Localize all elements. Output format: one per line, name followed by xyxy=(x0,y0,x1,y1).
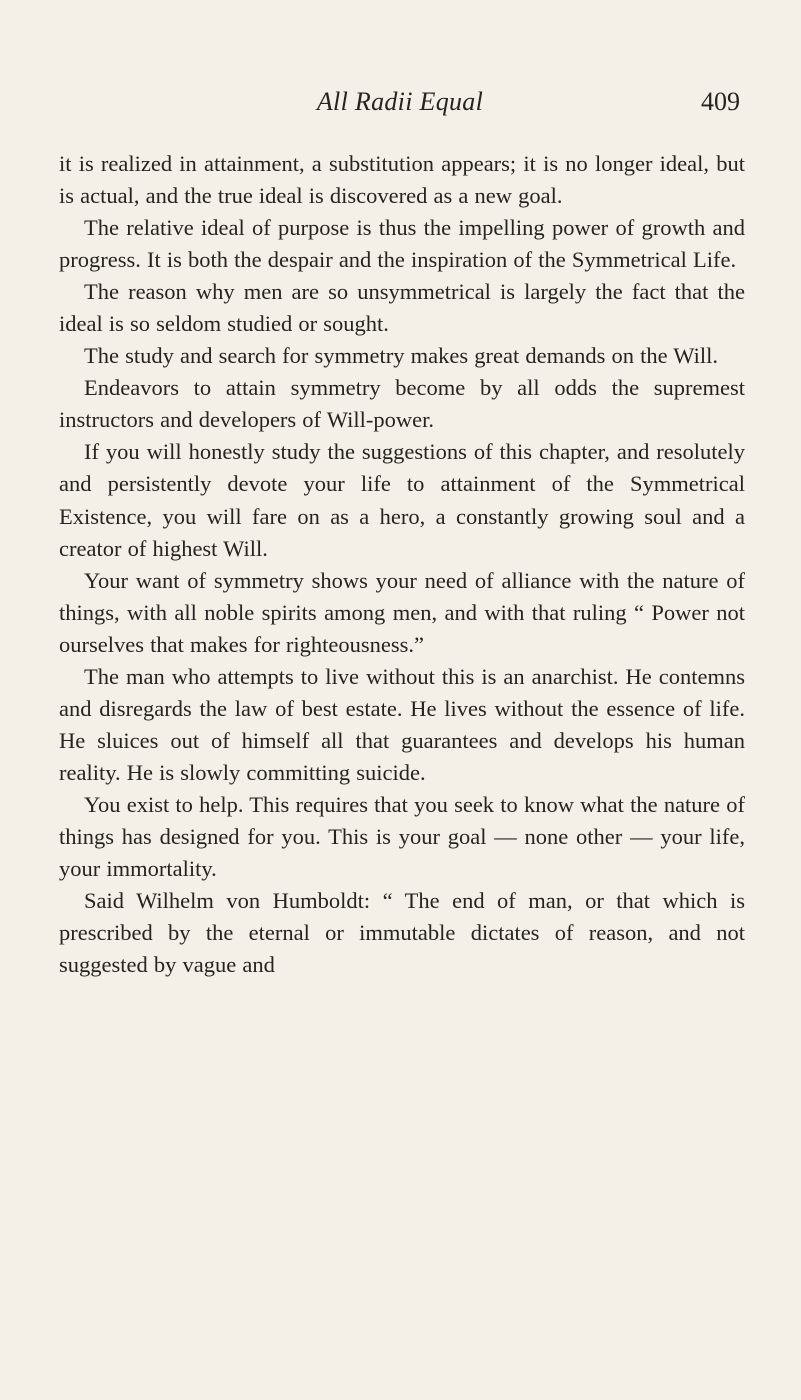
paragraph: Said Wilhelm von Humboldt: “ The end of man, or that which is prescribed by the eternal or immutable dictates of reason, and not suggested by vague and xyxy=(59,888,745,978)
paragraph: The reason why men are so unsymmetrical is largely the fact that the ideal is so seldom studied or sought. xyxy=(59,279,745,337)
running-head xyxy=(60,87,740,127)
paragraph: Endeavors to attain symmetry become by all odds the supremest instructors and developers of Will-power. xyxy=(59,375,745,433)
paragraph: Your want of symmetry shows your need of alliance with the nature of things, with all noble spirits among men, and with that ruling “ Power not ourselves that makes for righteousness.” xyxy=(59,567,745,657)
paragraph: it is realized in attainment, a substitution appears; it is no longer ideal, but is actual, and the true ideal is discovered as a new goal. xyxy=(59,151,745,209)
running-title: All Radii Equal xyxy=(316,87,484,116)
paragraph: The relative ideal of purpose is thus the impelling power of growth and progress. It is both the despair and the inspiration of the Symmetrical Life. xyxy=(59,215,745,273)
paragraph: The man who attempts to live without this is an anarchist. He contemns and disregards the law of best estate. He lives without the essence of life. He sluices out of himself all that guarantees and develops his human reality. He is slowly committing suicide. xyxy=(59,663,745,785)
page-number: 409 xyxy=(701,87,740,116)
paragraph: You exist to help. This requires that you seek to know what the nature of things has designed for you. This is your goal — none other — your life, your immortality. xyxy=(59,791,745,882)
paragraph: The study and search for symmetry makes great demands on the Will. xyxy=(84,343,719,369)
body-text xyxy=(59,148,745,981)
paragraph: If you will honestly study the suggestions of this chapter, and resolutely and persistently devote your life to attainment of the Symmetrical Existence, you will fare on as a hero, a constantly growing soul and a creator of highest Will. xyxy=(59,439,745,561)
